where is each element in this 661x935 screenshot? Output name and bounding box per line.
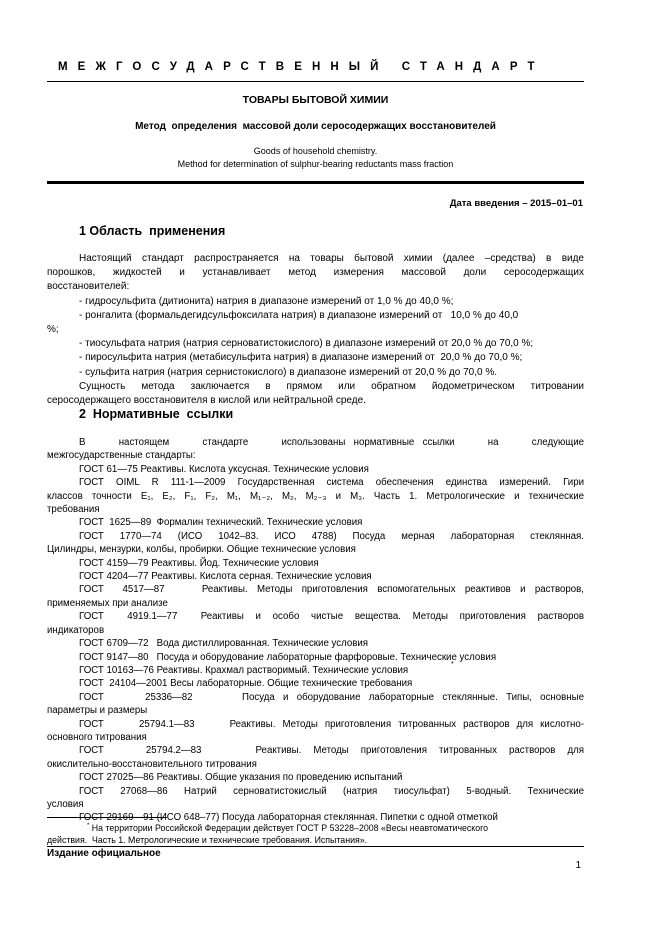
section-1-line: - сульфита натрия (натрия сернистокислого) в диапазоне измерений от 20,0 % до 70,0 %. [79,366,498,378]
normative-reference: ГОСТ 9147—80 Посуда и оборудование лабораторные фарфоровые. Технические условия [79,651,497,663]
normative-reference: окислительно-восстановительного титрования [47,758,257,770]
section-1-body [47,252,584,408]
english-title-line-1: Goods of household chemistry. [253,146,378,156]
title-rule [47,181,584,184]
normative-reference: индикаторов [47,624,105,636]
section-2-intro: межгосударственные стандарты: [47,450,196,462]
section-1-line: %; [47,324,59,336]
normative-reference: условия [47,798,84,810]
normative-reference: ГОСТ 6709—72 Вода дистиллированная. Технические условия [79,638,369,650]
page-number: 1 [575,860,581,871]
document-title: ТОВАРЫ БЫТОВОЙ ХИМИИ [242,94,389,106]
normative-reference: требования [47,504,100,516]
section-1-line: - гидросульфита (дитионита) натрия в диапазоне измерений от 1,0 % до 40,0 %; [79,295,454,307]
header-rule [47,81,584,82]
normative-reference: ГОСТ 4919.1—77 Реактивы и особо чистые вещества. Методы приготовления растворов [79,611,584,623]
normative-reference: ГОСТ 4204—77 Реактивы. Кислота серная. Технические условия [79,571,372,583]
footnote-rule [47,817,167,818]
normative-reference: ГОСТ 27025—86 Реактивы. Общие указания по проведению испытаний [79,772,403,784]
section-1-line: - тиосульфата натрия (натрия серноватистокислого) в диапазоне измерений от 20,0 % до 70,0 %; [79,338,534,350]
normative-reference: ГОСТ 1625—89 Формалин технический. Технические условия [79,517,363,529]
footnote-line-2: действия. Часть 1. Метрологические и технические требования. Испытания». [47,835,368,846]
normative-reference: ГОСТ 4517—87 Реактивы. Методы приготовления вспомогательных реактивов и растворов, [79,584,584,596]
normative-reference: классов точности E₁, E₂, F₁, F₂, M₁, M₁₋₂, M₂, M₂₋₃ и M₃. Часть 1. Метрологические и технические [47,490,584,502]
section-1-line: восстановителей: [47,281,130,293]
section-1-line: - ронгалита (формальдегидсульфоксилата натрия) в диапазоне измерений от 10,0 % до 40,0 [79,309,519,321]
normative-reference: ГОСТ 4159—79 Реактивы. Йод. Технические условия [79,557,319,569]
normative-reference: ГОСТ 10163—76 Реактивы. Крахмал растворимый. Технические условия [79,664,409,676]
normative-reference: ГОСТ 25336—82 Посуда и оборудование лабораторные стеклянные. Типы, основные [79,691,584,703]
english-title [47,145,584,171]
normative-reference: ГОСТ OIML R 111-1—2009 Государственная система обеспечения единства измерений. Гири [79,477,584,489]
normative-reference: Цилиндры, мензурки, колбы, пробирки. Общие технические условия [47,544,356,556]
edition-label: Издание официальное [47,848,161,859]
section-1-line: - пиросульфита натрия (метабисульфита натрия) в диапазоне измерений от 20,0 % до 70,0 %; [79,352,523,364]
footnote [47,820,584,846]
section-1-line: порошков, жидкостей и устанавливает метод измерения массовой доли серосодержащих [47,267,584,279]
section-2-heading: 2 Нормативные ссылки [79,407,234,421]
normative-reference: ГОСТ 29169—91 (ИСО 648–77) Посуда лабораторная стеклянная. Пипетки с одной отметкой [79,812,498,824]
section-1-line: Сущность метода заключается в прямом или обратном йодометрическом титровании [79,380,584,392]
footer-rule [47,846,584,847]
standard-header: МЕЖГОСУДАРСТВЕННЫЙ СТАНДАРТ [58,61,545,73]
document-subtitle: Метод определения массовой доли серосодержащих восстановителей [135,121,496,132]
footnote-marker: * [451,661,454,668]
normative-reference: ГОСТ 1770—74 (ИСО 1042–83. ИСО 4788) Посуда мерная лабораторная стеклянная. [79,530,584,542]
section-1-line: Настоящий стандарт распространяется на товары бытовой химии (далее –средства) в виде [79,253,584,264]
footnote-line-1: На территории Российской Федерации действует ГОСТ Р 53228–2008 «Весы неавтоматического [91,823,489,833]
section-1-line: серосодержащего восстановителя в кислой или нейтральной среде. [47,395,366,407]
section-2-body [47,436,584,825]
normative-reference: ГОСТ 27068—86 Натрий серноватистокислый (натрия тиосульфат) 5-водный. Технические [79,785,584,797]
normative-reference: применяемых при анализе [47,597,168,609]
english-title-line-2: Method for determination of sulphur-bearing reductants mass fraction [177,159,454,169]
normative-reference: ГОСТ 61—75 Реактивы. Кислота уксусная. Технические условия [79,463,369,475]
introduction-date: Дата введения – 2015–01–01 [449,198,583,209]
normative-reference: ГОСТ 25794.1—83 Реактивы. Методы приготовления титрованных растворов для кислотно- [79,718,584,730]
normative-reference: ГОСТ 25794.2—83 Реактивы. Методы приготовления титрованных растворов для [79,745,584,757]
normative-reference: параметры и размеры [47,705,148,717]
normative-reference: ГОСТ 24104—2001 Весы лабораторные. Общие технические требования [79,678,413,690]
section-2-intro: В настоящем стандарте использованы нормативные ссылки на следующие [79,437,584,448]
section-1-heading: 1 Область применения [79,224,226,238]
normative-reference: основного титрования [47,731,147,743]
footnote-marker: * [87,823,90,829]
